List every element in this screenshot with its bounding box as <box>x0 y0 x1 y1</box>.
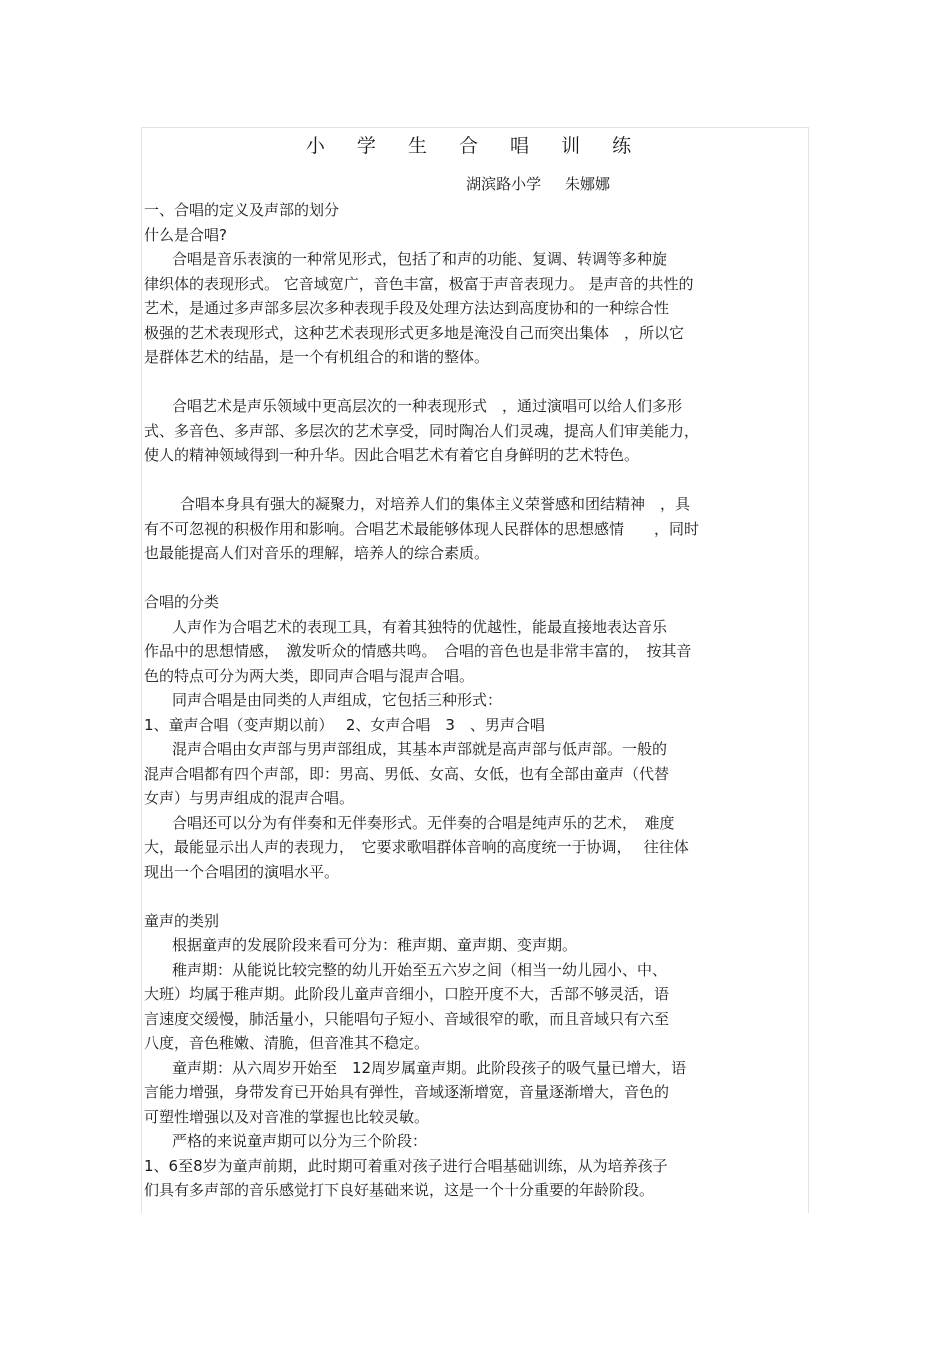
paragraph-line: 式、多音色、多声部、多层次的艺术享受，同时陶冶人们灵魂，提高人们审美能力， <box>144 421 700 440</box>
paragraph-line: 色的特点可分为两大类，即同声合唱与混声合唱。 <box>144 666 475 685</box>
paragraph-line: 现出一个合唱团的演唱水平。 <box>144 862 340 881</box>
paragraph-line: 童声期：从六周岁开始至 12周岁属童声期。此阶段孩子的吸气量已增大，语 <box>172 1058 687 1077</box>
paragraph-line: 合唱本身具有强大的凝聚力，对培养人们的集体主义荣誉感和团结精神 ，具 <box>180 495 691 513</box>
paragraph-line: 合唱是音乐表演的一种常见形式，包括了和声的功能、复调、转调等多种旋 <box>172 250 668 268</box>
paragraph-line: 大，最能显示出人声的表现力， 它要求歌唱群体音响的高度统一于协调， 往往体 <box>144 838 689 856</box>
paragraph-line: 也最能提高人们对音乐的理解，培养人的综合素质。 <box>144 544 490 562</box>
paragraph-line: 作品中的思想情感， 激发听众的情感共鸣。 合唱的音色也是非常丰富的， 按其音 <box>144 642 692 660</box>
section-heading: 一、合唱的定义及声部的划分 <box>144 201 340 219</box>
paragraph-line: 言速度交缓慢，肺活量小，只能唱句子短小、音域很窄的歌，而且音域只有六至 <box>144 1009 670 1028</box>
paragraph-line: 极强的艺术表现形式，这种艺术表现形式更多地是淹没自己而突出集体 ，所以它 <box>144 323 685 342</box>
document-title: 小 学 生 合 唱 训 练 <box>305 135 645 157</box>
paragraph-line: 使人的精神领域得到一种升华。因此合唱艺术有着它自身鲜明的艺术特色。 <box>144 446 640 464</box>
subheading: 合唱的分类 <box>144 593 220 611</box>
paragraph-line: 八度，音色稚嫩、清脆，但音准其不稳定。 <box>144 1034 430 1052</box>
paragraph-gap <box>144 566 806 591</box>
paragraph-line: 严格的来说童声期可以分为三个阶段： <box>172 1132 428 1150</box>
paragraph-line: 律织体的表现形式。 它音域宽广，音色丰富，极富于声音表现力。 是声音的共性的 <box>144 274 694 293</box>
paragraph-line: 言能力增强，身带发育已开始具有弹性，音域逐渐增宽，音量逐渐增大，音色的 <box>144 1083 670 1101</box>
paragraph-line: 人声作为合唱艺术的表现工具，有着其独特的优越性，能最直接地表达音乐 <box>172 617 668 636</box>
paragraph-line: 合唱还可以分为有伴奏和无伴奏形式。无伴奏的合唱是纯声乐的艺术， 难度 <box>172 813 675 832</box>
paragraph-gap <box>144 884 806 909</box>
paragraph-line: 稚声期：从能说比较完整的幼儿开始至五六岁之间（相当一幼儿园小、中、 <box>172 960 668 979</box>
subheading: 童声的类别 <box>144 911 220 930</box>
paragraph-line: 根据童声的发展阶段来看可分为：稚声期、童声期、变声期。 <box>172 936 578 954</box>
paragraph-line: 女声）与男声组成的混声合唱。 <box>144 789 355 807</box>
author-line: 湖滨路小学 朱娜娜 <box>466 175 610 193</box>
paragraph-line: 混声合唱由女声部与男声部组成，其基本声部就是高声部与低声部。一般的 <box>172 740 668 758</box>
paragraph-line: 艺术，是通过多声部多层次多种表现手段及处理方法达到高度协和的一种综合性 <box>144 299 670 317</box>
paragraph-line: 可塑性增强以及对音准的掌握也比较灵敏。 <box>144 1107 430 1126</box>
subheading: 什么是合唱? <box>144 225 227 244</box>
paragraph-gap <box>144 468 806 493</box>
paragraph-gap <box>144 370 806 395</box>
paragraph-line: 1、6至8岁为童声前期，此时期可着重对孩子进行合唱基础训练，从为培养孩子 <box>144 1156 668 1175</box>
paragraph-line: 有不可忽视的积极作用和影响。合唱艺术最能够体现人民群体的思想感情 ，同时 <box>144 519 700 538</box>
paragraph-line: 们具有多声部的音乐感觉打下良好基础来说，这是一个十分重要的年龄阶段。 <box>144 1181 655 1199</box>
paragraph-line: 1、童声合唱（变声期以前） 2、女声合唱 3 、男声合唱 <box>144 715 545 734</box>
paragraph-line: 合唱艺术是声乐领域中更高层次的一种表现形式 ，通过演唱可以给人们多形 <box>172 397 683 415</box>
paragraph-line: 同声合唱是由同类的人声组成，它包括三种形式： <box>172 691 503 709</box>
paragraph-line: 大班）均属于稚声期。此阶段儿童声音细小，口腔开度不大，舌部不够灵活，语 <box>144 985 670 1003</box>
paragraph-line: 是群体艺术的结晶，是一个有机组合的和谐的整体。 <box>144 348 490 366</box>
paragraph-line: 混声合唱都有四个声部，即：男高、男低、女高、女低，也有全部由童声（代替 <box>144 764 670 783</box>
document-body <box>144 128 806 1203</box>
